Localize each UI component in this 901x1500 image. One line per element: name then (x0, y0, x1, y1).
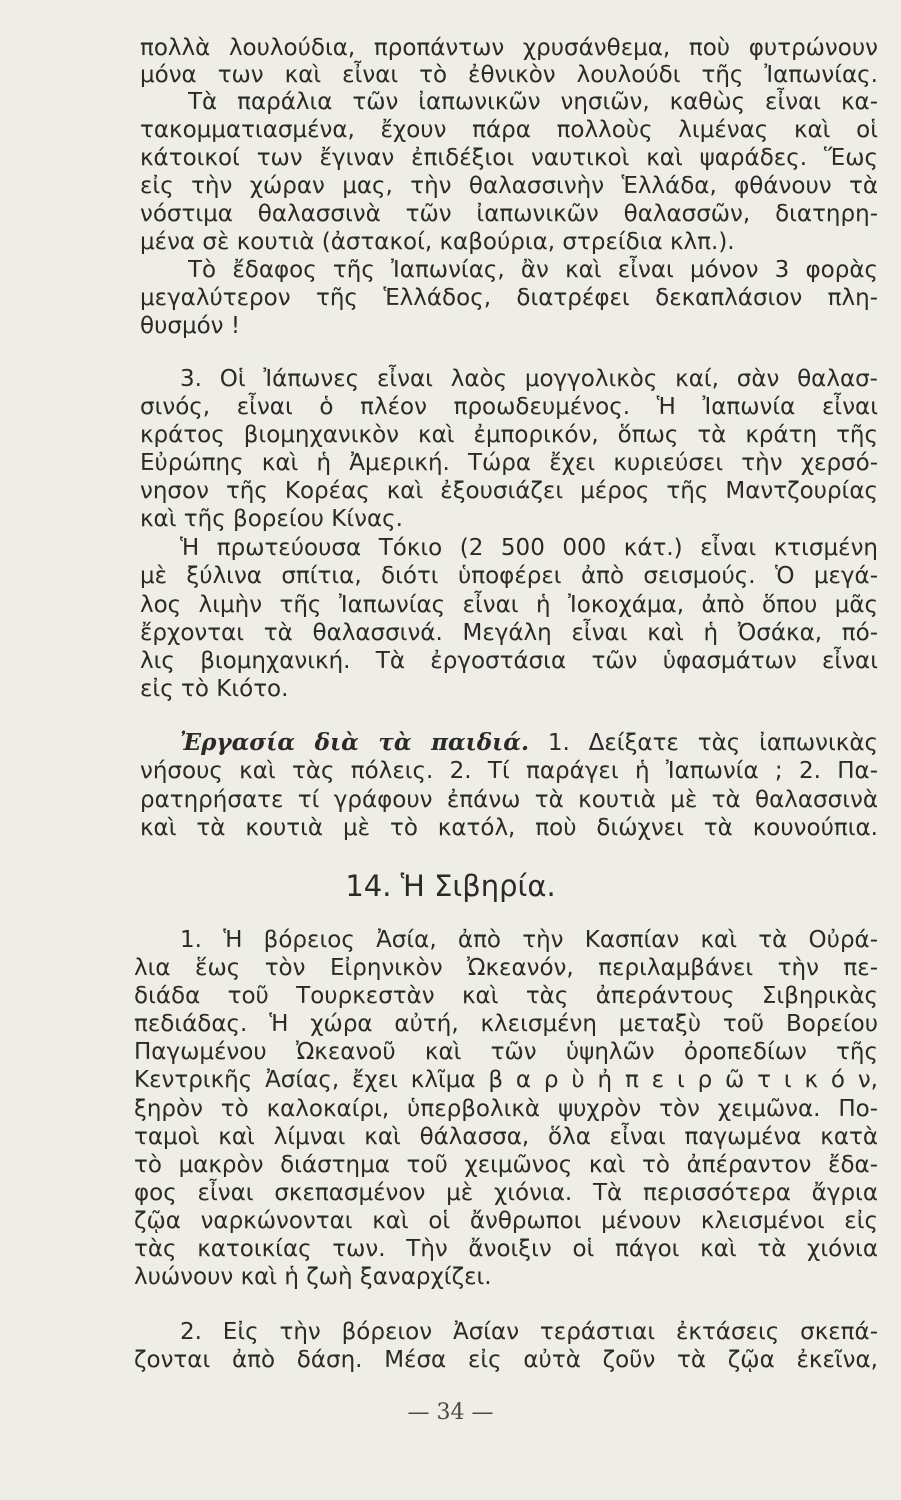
text-line: ξηρὸν τὸ καλοκαίρι, ὑπερβολικὰ ψυχρὸν τὸν χειμῶνα. Πο- (134, 1096, 878, 1122)
text-line: τὸ μακρὸν διάστημα τοῦ χειμῶνος καὶ τὸ ἀπέραντον ἔδα- (134, 1152, 878, 1178)
exercise-title: Ἐργασία διὰ τὰ παιδιά. (180, 729, 529, 756)
text-line: ταμοὶ καὶ λίμναι καὶ θάλασσα, ὅλα εἶναι παγωμένα κατὰ (134, 1124, 878, 1150)
chapter-heading: 14. Ἡ Σιβηρία. (345, 869, 556, 903)
text-line: νησον τῆς Κορέας καὶ ἐξουσιάζει μέρος τῆς Μαντζουρίας (140, 478, 878, 504)
text-line: Παγωμένου Ὠκεανοῦ καὶ τῶν ὑψηλῶν ὀροπεδίων τῆς (134, 1039, 878, 1065)
text-line: λις βιομηχανική. Τὰ ἐργοστάσια τῶν ὑφασμάτων εἶναι (140, 648, 878, 674)
text-line: Ἡ πρωτεύουσα Τόκιο (2 500 000 κάτ.) εἶναι κτισμένη (180, 535, 878, 561)
text-line: 1. Ἡ βόρειος Ἀσία, ἀπὸ τὴν Κασπίαν καὶ τὰ Οὐρά- (180, 927, 878, 953)
text-line: διάδα τοῦ Τουρκεστὰν καὶ τὰς ἀπεράντους Σιβηρικὰς (134, 983, 878, 1009)
text-line: εἰς τὴν χώραν μας, τὴν θαλασσινὴν Ἑλλάδα, φθάνουν τὰ (140, 173, 878, 199)
text-line: Εὐρώπης καὶ ἡ Ἀμερική. Τώρα ἔχει κυριεύσει τὴν χερσό- (140, 450, 878, 476)
exercise-line: ρατηρήσατε τί γράφουν ἐπάνω τὰ κουτιὰ μὲ τὰ θαλασσινὰ (140, 787, 878, 813)
text-line: Τὰ παράλια τῶν ἰαπωνικῶν νησιῶν, καθὼς εἶναι κα- (188, 89, 878, 115)
exercise-text: 1. Δείξατε τὰς ἰαπωνικὰς (528, 730, 878, 756)
page-number: — 34 — (407, 1400, 494, 1425)
text-line: μεγαλύτερον τῆς Ἑλλάδος, διατρέφει δεκαπλάσιον πλη- (140, 285, 878, 311)
text-line: Κεντρικῆς Ἀσίας, ἔχει κλῖμα β α ρ ὺ ἠ π ε ι ρ ῶ τ ι κ ό ν, (134, 1067, 878, 1093)
exercise-line: νήσους καὶ τὰς πόλεις. 2. Τί παράγει ἡ Ἰαπωνία ; 2. Πα- (140, 758, 878, 784)
text-line: θυσμόν ! (140, 313, 241, 339)
text-line: Τὸ ἔδαφος τῆς Ἰαπωνίας, ἂν καὶ εἶναι μόνον 3 φορὰς (188, 257, 878, 283)
text-line: 3. Οἱ Ἰάπωνες εἶναι λαὸς μογγολικὸς καί, σὰν θαλασ- (180, 366, 878, 392)
exercise-line (180, 728, 878, 758)
text-line: μόνα των καὶ εἶναι τὸ ἐθνικὸν λουλούδι τῆς Ἰαπωνίας. (140, 62, 878, 88)
text-line: καὶ τῆς βορείου Κίνας. (140, 506, 403, 532)
text-line: λυώνουν καὶ ἡ ζωὴ ξαναρχίζει. (134, 1264, 492, 1290)
text-line: σινός, εἶναι ὁ πλέον προωδευμένος. Ἡ Ἰαπωνία εἶναι (140, 394, 878, 420)
text-line: μὲ ξύλινα σπίτια, διότι ὑποφέρει ἀπὸ σεισμούς. Ὁ μεγά- (140, 563, 878, 589)
text-line: 2. Εἰς τὴν βόρειον Ἀσίαν τεράστιαι ἐκτάσεις σκεπά- (180, 1319, 878, 1345)
text-line: πολλὰ λουλούδια, προπάντων χρυσάνθεμα, ποὺ φυτρώνουν (140, 35, 878, 61)
text-line: φος εἶναι σκεπασμένον μὲ χιόνια. Τὰ περισσότερα ἄγρια (134, 1180, 878, 1206)
text-line: λια ἕως τὸν Εἰρηνικὸν Ὠκεανόν, περιλαμβάνει τὴν πε- (134, 955, 878, 981)
text-line: τακομματιασμένα, ἔχουν πάρα πολλοὺς λιμένας καὶ οἱ (140, 117, 878, 143)
text-line: κάτοικοί των ἔγιναν ἐπιδέξιοι ναυτικοὶ καὶ ψαράδες. Ἕως (140, 145, 878, 171)
text-line: ἔρχονται τὰ θαλασσινά. Μεγάλη εἶναι καὶ ἡ Ὀσάκα, πό- (140, 620, 878, 646)
text-line: λος λιμὴν τῆς Ἰαπωνίας εἶναι ἡ Ἰοκοχάμα, ἀπὸ ὅπου μᾶς (140, 592, 878, 618)
text-line: ζονται ἀπὸ δάση. Μέσα εἰς αὐτὰ ζοῦν τὰ ζῷα ἐκεῖνα, (134, 1347, 878, 1373)
text-line: εἰς τὸ Κιότο. (140, 676, 289, 702)
exercise-line: καὶ τὰ κουτιὰ μὲ τὸ κατόλ, ποὺ διώχνει τὰ κουνούπια. (140, 815, 878, 841)
text-line: τὰς κατοικίας των. Τὴν ἄνοιξιν οἱ πάγοι καὶ τὰ χιόνια (134, 1236, 878, 1262)
text-line: νόστιμα θαλασσινὰ τῶν ἰαπωνικῶν θαλασσῶν, διατηρη- (140, 201, 878, 227)
text-line: κράτος βιομηχανικὸν καὶ ἐμπορικόν, ὅπως τὰ κράτη τῆς (140, 422, 878, 448)
text-line: ζῷα ναρκώνονται καὶ οἱ ἄνθρωποι μένουν κλεισμένοι εἰς (134, 1208, 878, 1234)
text-line: μένα σὲ κουτιὰ (ἀστακοί, καβούρια, στρείδια κλπ.). (140, 229, 735, 255)
text-line: πεδιάδας. Ἡ χώρα αὐτή, κλεισμένη μεταξὺ τοῦ Βορείου (134, 1011, 878, 1037)
